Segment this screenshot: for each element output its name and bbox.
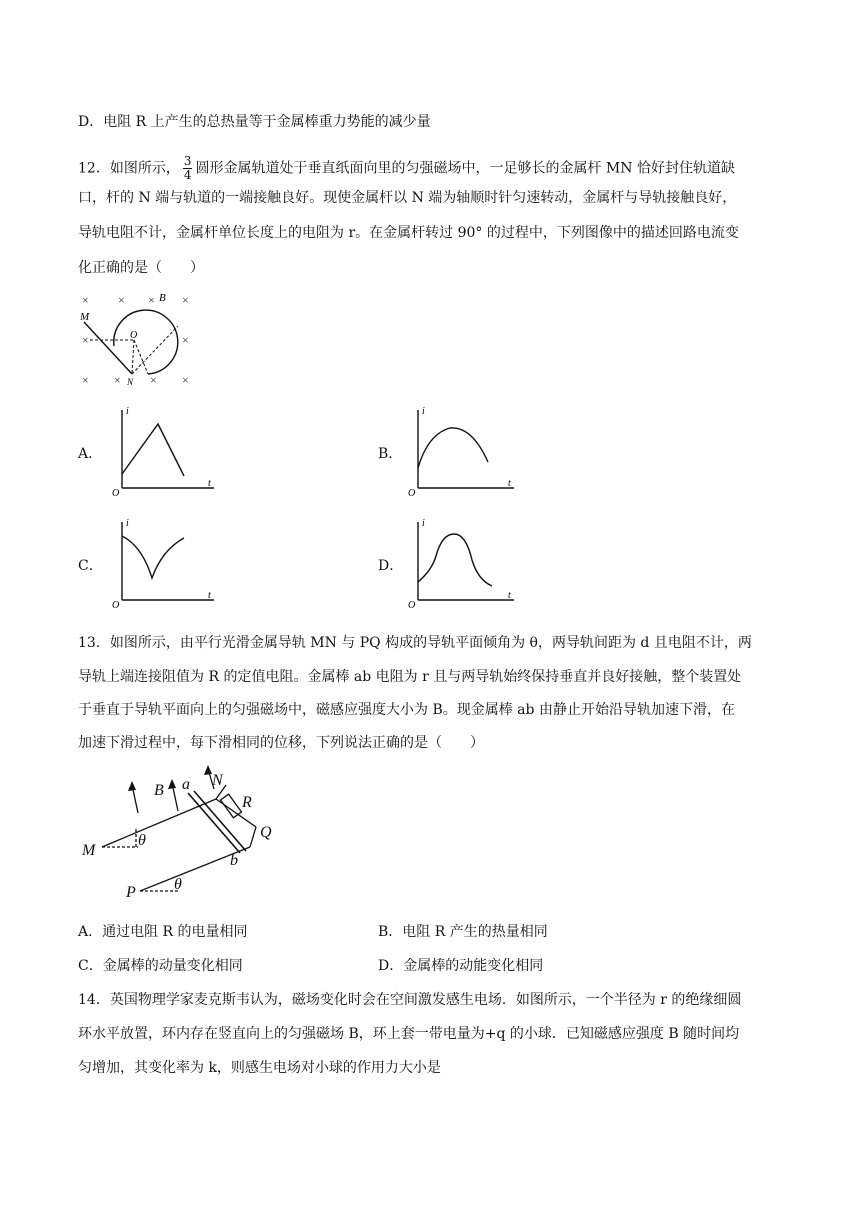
axis-label-t: t xyxy=(508,590,511,601)
q12-graph-d xyxy=(406,516,521,611)
origin-label: O xyxy=(408,488,416,499)
field-label-b: B xyxy=(159,292,166,304)
label-p: P xyxy=(126,884,136,901)
field-cross: × xyxy=(182,293,189,307)
axis-label-i: i xyxy=(126,406,129,417)
curve xyxy=(122,424,184,476)
q13-line-3: 于垂直于导轨平面向上的匀强磁场中，磁感应强度大小为 B。现金属棒 ab 由静止开始沿导轨加速下滑，在 xyxy=(78,702,735,718)
label-a: a xyxy=(182,776,190,793)
q12-line-3: 导轨电阻不计，金属杆单位长度上的电阻为 r。在金属杆转过 90° 的过程中，下列图像中的描述回路电流变 xyxy=(78,225,739,241)
axis-label-i: i xyxy=(422,406,425,417)
q12-line-1 xyxy=(78,155,735,182)
q12-option-b-label: B． xyxy=(378,446,403,462)
q14-line-3: 匀增加，其变化率为 k，则感生电场对小球的作用力大小是 xyxy=(78,1060,441,1076)
q13-line-1: 13．如图所示，由平行光滑金属导轨 MN 与 PQ 构成的导轨平面倾角为 θ，两导轨间距为 d 且电阻不计，两 xyxy=(78,635,752,651)
arrow-head xyxy=(204,765,212,775)
label-o: O xyxy=(130,330,138,341)
q12-fraction-denominator: 4 xyxy=(183,168,192,182)
metal-rod-ab xyxy=(188,793,240,853)
angle-theta: θ xyxy=(174,876,182,893)
q13-line-4: 加速下滑过程中，每下滑相同的位移，下列说法正确的是（ ） xyxy=(78,735,484,751)
q12-line-4: 化正确的是（ ） xyxy=(78,260,204,276)
q12-line-1-start: 12．如图所示， xyxy=(78,160,180,177)
field-cross: × xyxy=(148,293,155,307)
field-cross: × xyxy=(182,373,189,387)
q13-option-c: C．金属棒的动量变化相同 xyxy=(78,958,243,974)
field-cross: × xyxy=(150,373,157,387)
axis-label-t: t xyxy=(208,590,211,601)
q13-rails-figure xyxy=(80,765,290,900)
q12-option-c-label: C． xyxy=(78,558,103,574)
arrow-head xyxy=(168,779,176,789)
field-cross: × xyxy=(114,373,121,387)
axis-label-i: i xyxy=(422,518,425,529)
label-q: Q xyxy=(260,824,272,841)
q13-option-d: D．金属棒的动能变化相同 xyxy=(378,958,544,974)
label-b: B xyxy=(154,782,164,799)
axis-label-i: i xyxy=(126,518,129,529)
q13-option-b: B．电阻 R 产生的热量相同 xyxy=(378,924,548,940)
curve xyxy=(122,536,184,578)
dashed-line xyxy=(132,326,178,374)
q14-line-2: 环水平放置，环内存在竖直向上的匀强磁场 B，环上套一带电量为+q 的小球．已知磁感应强度 B 随时间均 xyxy=(78,1026,740,1042)
q12-option-a-label: A． xyxy=(78,446,103,462)
field-cross: × xyxy=(82,293,89,307)
q12-fraction-numerator: 3 xyxy=(183,154,192,168)
label-m: M xyxy=(82,842,96,859)
q12-fraction xyxy=(183,155,193,182)
q14-line-1: 14．英国物理学家麦克斯韦认为，磁场变化时会在空间激发感生电场．如图所示，一个半径为 r 的绝缘细圆 xyxy=(78,992,742,1008)
dashed-line xyxy=(132,340,134,374)
q13-line-2: 导轨上端连接阻值为 R 的定值电阻。金属棒 ab 电阻为 r 且与两导轨始终保持垂直并良好接触，整个装置处 xyxy=(78,669,742,685)
label-r: R xyxy=(242,794,252,811)
label-m: M xyxy=(80,311,90,323)
field-cross: × xyxy=(82,373,89,387)
q12-graph-b xyxy=(406,404,521,499)
axis-label-t: t xyxy=(508,478,511,489)
curve xyxy=(418,534,492,586)
metal-rod-mn xyxy=(84,322,132,374)
label-n: N xyxy=(127,377,134,387)
field-cross: × xyxy=(182,333,189,347)
dashed-line xyxy=(134,340,148,374)
resistor-r xyxy=(220,794,241,818)
field-cross: × xyxy=(82,333,89,347)
q12-graph-c xyxy=(110,516,220,611)
field-cross: × xyxy=(118,293,125,307)
q12-line-1-end: 圆形金属轨道处于垂直纸面向里的匀强磁场中，一足够长的金属杆 MN 恰好封住轨道缺 xyxy=(195,160,735,177)
q12-line-2: 口，杆的 N 端与轨道的一端接触良好。现使金属杆以 N 端为轴顺时针匀速转动，金属杆与导轨接触良好， xyxy=(78,190,737,206)
q12-track-figure xyxy=(78,288,208,388)
q13-option-a: A．通过电阻 R 的电量相同 xyxy=(78,924,248,940)
origin-label: O xyxy=(112,600,120,611)
arrow-head xyxy=(128,781,136,791)
circuit-wire xyxy=(250,827,256,847)
q11-option-d: D．电阻 R 上产生的总热量等于金属棒重力势能的减少量 xyxy=(78,114,431,130)
origin-label: O xyxy=(112,488,120,499)
q12-option-d-label: D． xyxy=(378,558,404,574)
label-n: N xyxy=(212,772,223,789)
axis-label-t: t xyxy=(208,478,211,489)
origin-label: O xyxy=(408,600,416,611)
angle-theta: θ xyxy=(138,832,146,849)
label-b-end: b xyxy=(230,852,238,869)
q12-graph-a xyxy=(110,404,220,499)
curve xyxy=(418,428,488,468)
